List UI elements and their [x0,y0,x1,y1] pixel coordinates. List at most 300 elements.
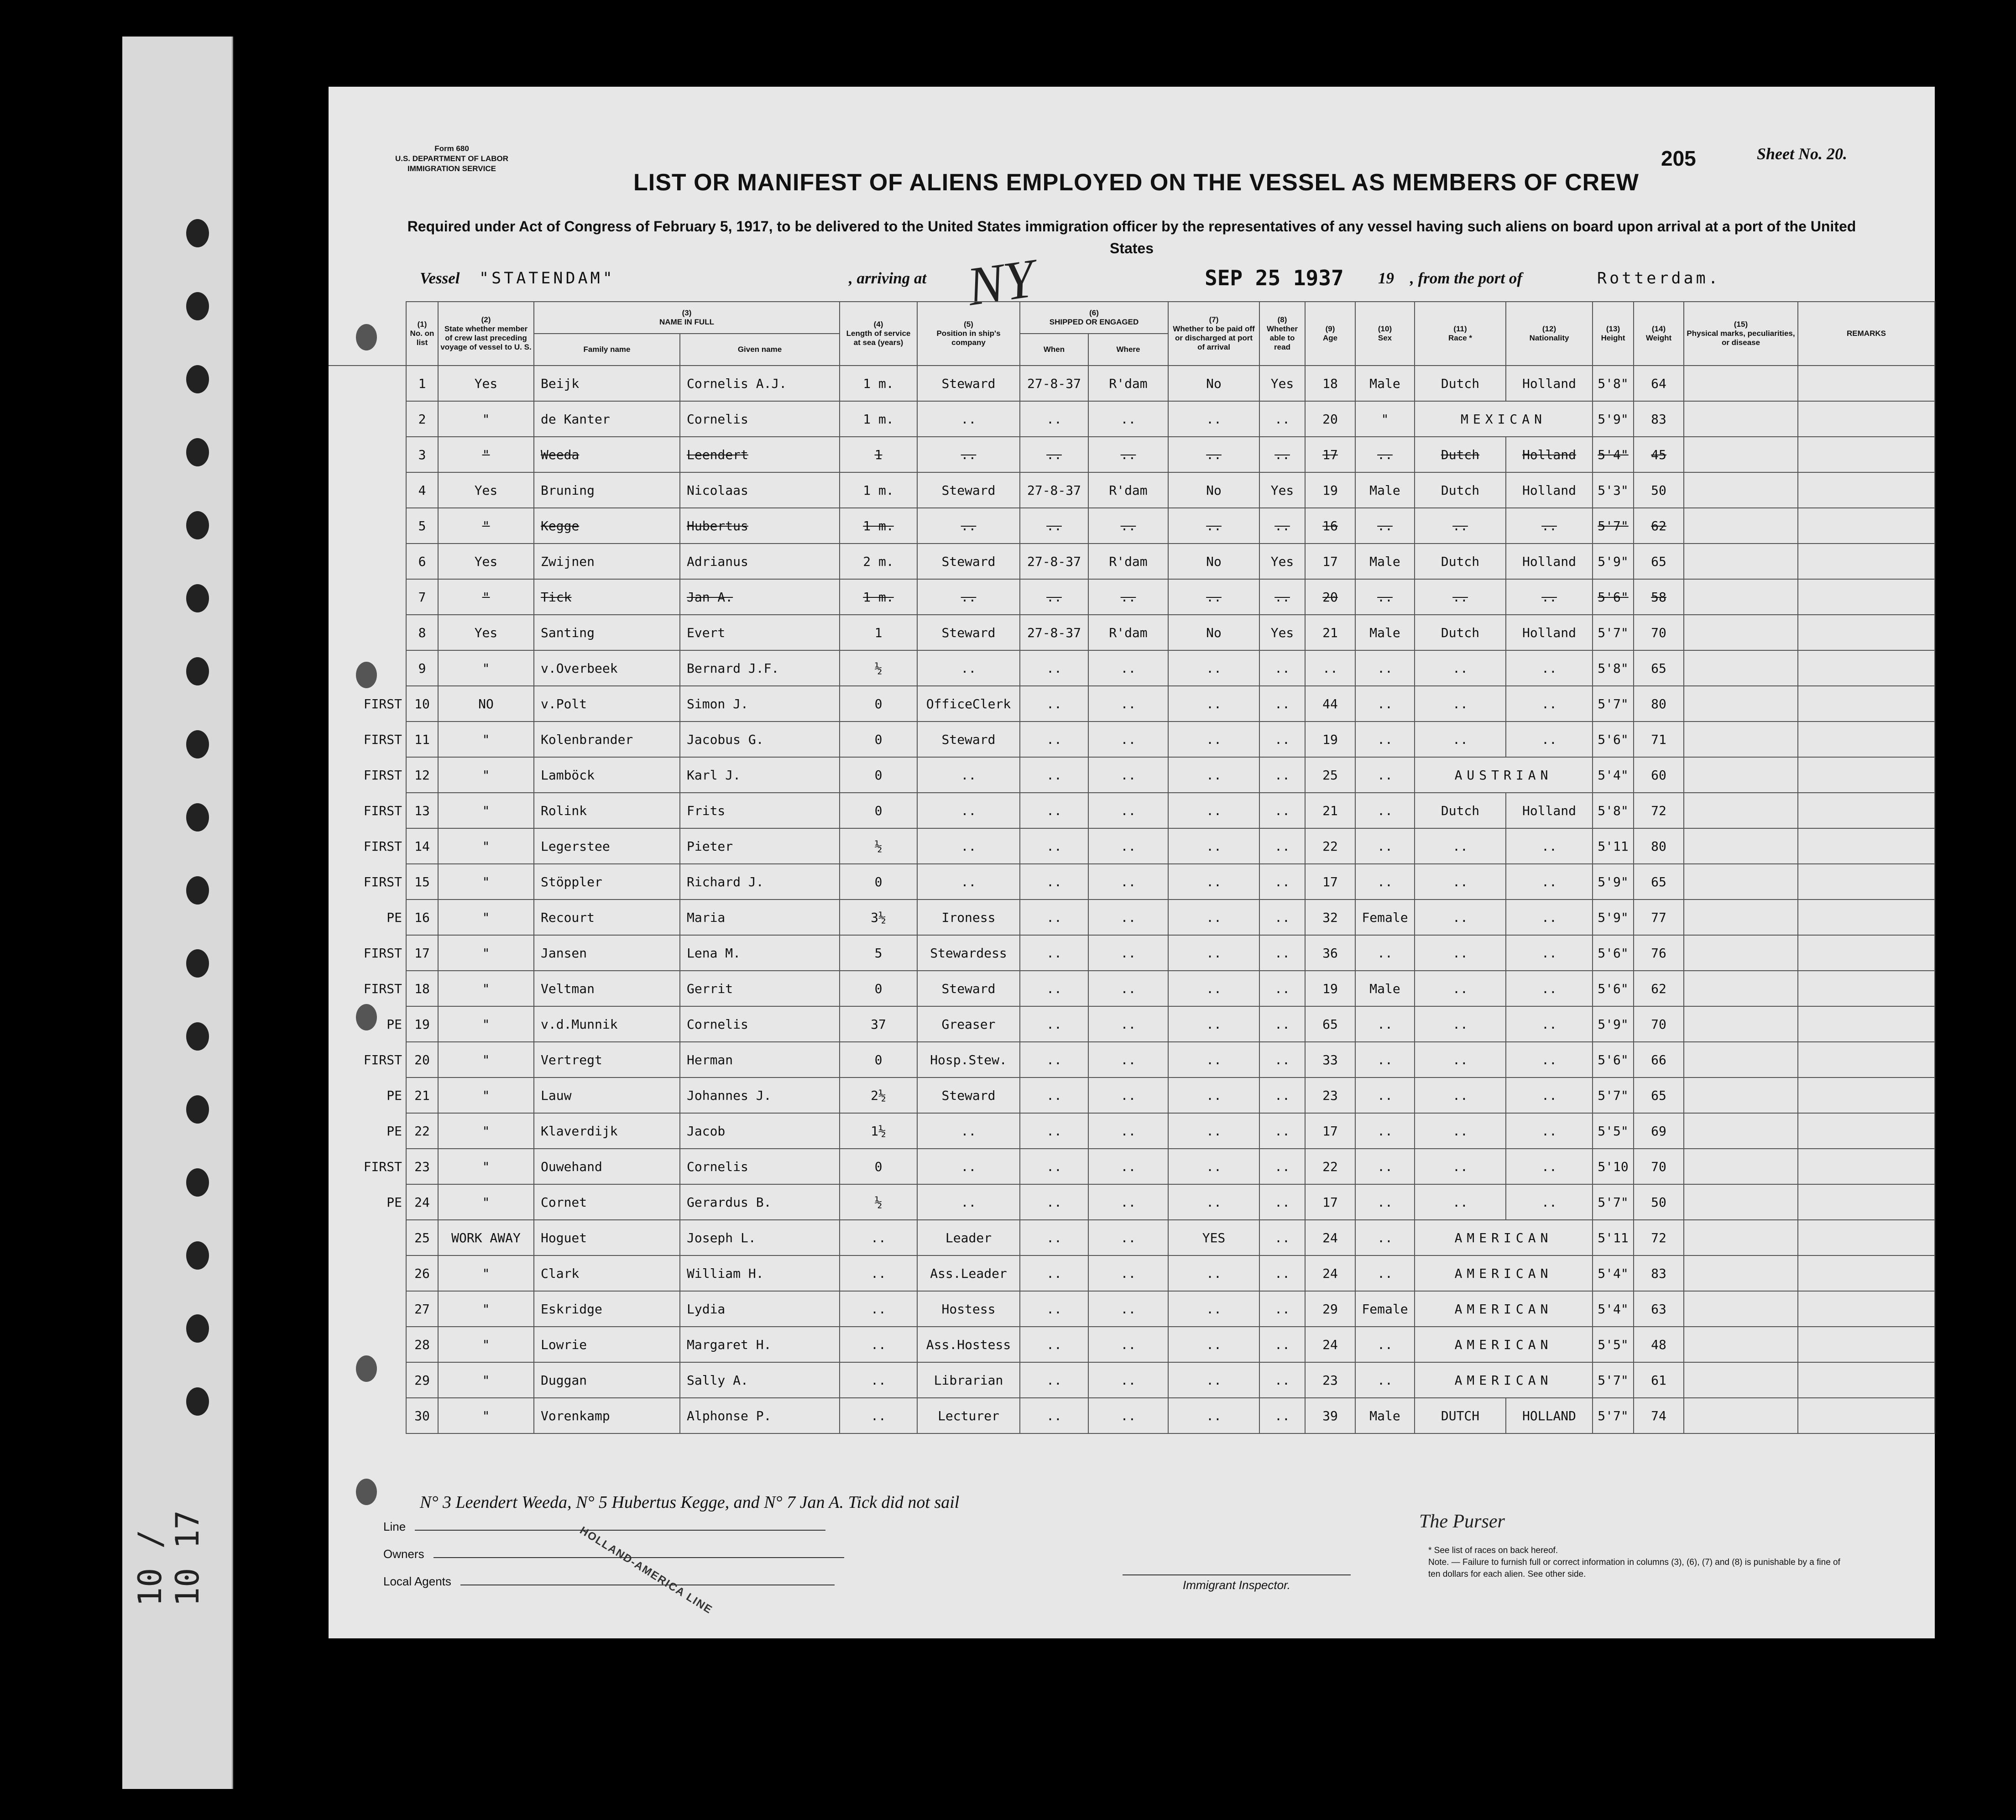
list-number-cell: 11 [406,722,438,757]
physical-marks-cell [1684,971,1798,1006]
remarks-cell [1798,864,1935,900]
service-name: IMMIGRATION SERVICE [407,164,496,173]
age-cell: 17 [1305,544,1355,579]
age-cell: 22 [1305,1149,1355,1184]
nationality-cell: .. [1506,650,1593,686]
crew-class-cell [329,401,406,437]
height-cell: 5'9" [1593,1006,1634,1042]
paid-off-cell: .. [1168,1184,1259,1220]
nationality-cell: Holland [1506,472,1593,508]
sea-service-cell: 0 [840,971,917,1006]
nationality-cell: .. [1506,971,1593,1006]
shipped-where-cell: .. [1088,1149,1168,1184]
remarks-cell [1798,1149,1935,1184]
table-row [329,722,1935,757]
given-name-cell: Joseph L. [680,1220,840,1255]
shipped-when-cell: .. [1020,1149,1088,1184]
paid-off-cell: .. [1168,935,1259,971]
table-row [329,1362,1935,1398]
weight-cell: 63 [1634,1291,1684,1327]
weight-cell: 72 [1634,793,1684,828]
position-cell: Steward [917,544,1020,579]
weight-cell: 83 [1634,1255,1684,1291]
given-name-cell: Cornelis [680,401,840,437]
age-cell: 16 [1305,508,1355,544]
shipped-where-cell: .. [1088,828,1168,864]
shipped-when-cell: .. [1020,971,1088,1006]
shipped-where-cell: R'dam [1088,615,1168,650]
race-cell: Dutch [1415,615,1506,650]
height-cell: 5'6" [1593,722,1634,757]
list-number-cell: 14 [406,828,438,864]
paid-off-cell: .. [1168,579,1259,615]
punch-hole [186,1022,209,1051]
punch-hole [186,511,209,539]
shipped-where-cell: .. [1088,1398,1168,1433]
shipped-when-cell: .. [1020,864,1088,900]
position-cell: .. [917,1184,1020,1220]
table-row [329,1006,1935,1042]
nationality-cell: Holland [1506,366,1593,401]
weight-cell: 64 [1634,366,1684,401]
given-name-cell: Cornelis A.J. [680,366,840,401]
position-cell: OfficeClerk [917,686,1020,722]
footer-notes [1428,1545,1848,1580]
crew-class-cell: PE [329,1006,406,1042]
sea-service-cell: 2½ [840,1077,917,1113]
col-name-header: (3) NAME IN FULL [534,302,840,334]
remarks-cell [1798,1362,1935,1398]
sex-cell: .. [1355,1184,1415,1220]
table-row [329,472,1935,508]
able-to-read-cell: Yes [1259,615,1305,650]
list-number-cell: 22 [406,1113,438,1149]
shipped-where-cell: .. [1088,1042,1168,1077]
race-cell: .. [1415,1077,1506,1113]
shipped-when-cell: .. [1020,1184,1088,1220]
list-number-cell: 5 [406,508,438,544]
crew-class-cell [329,1291,406,1327]
paid-off-cell: .. [1168,1077,1259,1113]
race-cell: .. [1415,650,1506,686]
physical-marks-cell [1684,1255,1798,1291]
paid-off-cell: .. [1168,650,1259,686]
sex-cell: .. [1355,757,1415,793]
sea-service-cell: 1 m. [840,508,917,544]
given-name-cell: Jacobus G. [680,722,840,757]
previous-voyage-cell: Yes [438,544,534,579]
list-number-cell: 19 [406,1006,438,1042]
height-cell: 5'6" [1593,1042,1634,1077]
previous-voyage-cell: " [438,508,534,544]
race-cell: .. [1415,1184,1506,1220]
able-to-read-cell: .. [1259,401,1305,437]
paid-off-cell: .. [1168,437,1259,472]
crew-class-cell [329,615,406,650]
family-name-cell: Cornet [534,1184,680,1220]
shipped-where-cell: .. [1088,1184,1168,1220]
list-number-cell: 2 [406,401,438,437]
race-cell: .. [1415,1149,1506,1184]
given-name-cell: Johannes J. [680,1077,840,1113]
form-number: Form 680 [434,144,469,153]
position-cell: .. [917,401,1020,437]
col-when-header: When [1020,334,1088,366]
paid-off-cell: .. [1168,401,1259,437]
age-cell: .. [1305,650,1355,686]
shipped-when-cell: 27-8-37 [1020,615,1088,650]
crew-class-cell: PE [329,1077,406,1113]
sex-cell: Male [1355,1398,1415,1433]
remarks-cell [1798,437,1935,472]
position-cell: Librarian [917,1362,1020,1398]
list-number-cell: 28 [406,1327,438,1362]
nationality-cell: .. [1506,722,1593,757]
col-physical-marks-header: (15) Physical marks, peculiarities, or disease [1684,302,1798,366]
previous-voyage-cell: " [438,1291,534,1327]
remarks-cell [1798,793,1935,828]
family-name-cell: Jansen [534,935,680,971]
arriving-label: , arriving at [849,269,927,287]
table-row [329,508,1935,544]
height-cell: 5'7" [1593,615,1634,650]
list-number-cell: 17 [406,935,438,971]
crew-class-cell: FIRST [329,793,406,828]
family-name-cell: Lauw [534,1077,680,1113]
physical-marks-cell [1684,828,1798,864]
height-cell: 5'4" [1593,437,1634,472]
department-name: U.S. DEPARTMENT OF LABOR [395,154,509,163]
nationality-cell: .. [1506,1149,1593,1184]
shipped-where-cell: .. [1088,1113,1168,1149]
crew-class-cell [329,508,406,544]
list-number-cell: 23 [406,1149,438,1184]
sex-cell: .. [1355,1042,1415,1077]
class-column-header [329,302,406,366]
sex-cell: .. [1355,508,1415,544]
age-cell: 24 [1305,1220,1355,1255]
given-name-cell: Gerrit [680,971,840,1006]
weight-cell: 83 [1634,401,1684,437]
age-cell: 17 [1305,1184,1355,1220]
sex-cell: .. [1355,1006,1415,1042]
race-cell: .. [1415,722,1506,757]
race-cell: AMERICAN [1415,1362,1593,1398]
able-to-read-cell: .. [1259,1220,1305,1255]
shipped-when-cell: .. [1020,1362,1088,1398]
race-cell: .. [1415,1006,1506,1042]
sea-service-cell: 0 [840,722,917,757]
list-number-cell: 4 [406,472,438,508]
shipped-when-cell: .. [1020,579,1088,615]
weight-cell: 62 [1634,971,1684,1006]
table-row [329,1077,1935,1113]
nationality-cell: .. [1506,579,1593,615]
paid-off-cell: .. [1168,864,1259,900]
height-cell: 5'11 [1593,1220,1634,1255]
paid-off-cell: .. [1168,1042,1259,1077]
punch-hole [186,876,209,905]
penalty-note: Note. — Failure to furnish full or correct information in columns (3), (6), (7) and (8) is punishable by a fine of ten dollars for each alien. See other side. [1428,1558,1840,1579]
col-paid-off-header: (7) Whether to be paid off or discharged at port of arrival [1168,302,1259,366]
shipped-when-cell: .. [1020,1042,1088,1077]
weight-cell: 74 [1634,1398,1684,1433]
crew-class-cell [329,1220,406,1255]
height-cell: 5'9" [1593,864,1634,900]
table-row [329,864,1935,900]
height-cell: 5'7" [1593,1077,1634,1113]
paid-off-cell: .. [1168,508,1259,544]
shipped-where-cell: .. [1088,1220,1168,1255]
age-cell: 25 [1305,757,1355,793]
list-number-cell: 26 [406,1255,438,1291]
shipped-when-cell: .. [1020,935,1088,971]
race-list-note: * See list of races on back hereof. [1428,1546,1558,1555]
position-cell: Stewardess [917,935,1020,971]
sex-cell: .. [1355,864,1415,900]
given-name-cell: Jan A. [680,579,840,615]
weight-cell: 77 [1634,900,1684,935]
previous-voyage-cell: " [438,401,534,437]
nationality-cell: .. [1506,1184,1593,1220]
race-cell: DUTCH [1415,1398,1506,1433]
given-name-cell: Nicolaas [680,472,840,508]
list-number-cell: 3 [406,437,438,472]
remarks-cell [1798,1255,1935,1291]
family-name-cell: Klaverdijk [534,1113,680,1149]
position-cell: .. [917,437,1020,472]
family-name-cell: Vorenkamp [534,1398,680,1433]
physical-marks-cell [1684,437,1798,472]
weight-cell: 61 [1634,1362,1684,1398]
punch-hole [186,949,209,978]
handwritten-note: N° 3 Leendert Weeda, N° 5 Hubertus Kegge, and N° 7 Jan A. Tick did not sail [420,1493,960,1512]
height-cell: 5'7" [1593,1184,1634,1220]
height-cell: 5'5" [1593,1327,1634,1362]
sea-service-cell: 1 m. [840,579,917,615]
weight-cell: 48 [1634,1327,1684,1362]
table-row [329,793,1935,828]
given-name-cell: Alphonse P. [680,1398,840,1433]
able-to-read-cell: .. [1259,1113,1305,1149]
able-to-read-cell: Yes [1259,366,1305,401]
paid-off-cell: .. [1168,971,1259,1006]
shipped-when-cell: .. [1020,1006,1088,1042]
shipped-where-cell: R'dam [1088,544,1168,579]
sheet-number [1757,144,1847,163]
family-name-cell: de Kanter [534,401,680,437]
able-to-read-cell: .. [1259,1255,1305,1291]
able-to-read-cell: .. [1259,508,1305,544]
given-name-cell: Hubertus [680,508,840,544]
col-age-header: (9) Age [1305,302,1355,366]
height-cell: 5'9" [1593,401,1634,437]
given-name-cell: Pieter [680,828,840,864]
punch-hole [186,730,209,758]
given-name-cell: Herman [680,1042,840,1077]
height-cell: 5'4" [1593,757,1634,793]
punch-hole [186,1387,209,1416]
given-name-cell: Leendert [680,437,840,472]
sea-service-cell: ½ [840,650,917,686]
previous-voyage-cell: " [438,722,534,757]
remarks-cell [1798,1077,1935,1113]
nationality-cell: .. [1506,1042,1593,1077]
nationality-cell: .. [1506,1006,1593,1042]
sex-cell: .. [1355,1149,1415,1184]
crew-class-cell [329,1327,406,1362]
sheet-label: Sheet No. [1757,145,1823,163]
crew-class-cell: FIRST [329,864,406,900]
given-name-cell: Frits [680,793,840,828]
remarks-cell [1798,722,1935,757]
age-cell: 32 [1305,900,1355,935]
shipped-when-cell: .. [1020,401,1088,437]
shipped-where-cell: R'dam [1088,366,1168,401]
able-to-read-cell: .. [1259,793,1305,828]
position-cell: Steward [917,472,1020,508]
col-weight-header: (14) Weight [1634,302,1684,366]
sex-cell: .. [1355,1327,1415,1362]
able-to-read-cell: .. [1259,1398,1305,1433]
shipped-where-cell: .. [1088,900,1168,935]
remarks-cell [1798,615,1935,650]
sex-cell: .. [1355,793,1415,828]
previous-voyage-cell: " [438,793,534,828]
shipped-where-cell: .. [1088,650,1168,686]
physical-marks-cell [1684,864,1798,900]
weight-cell: 66 [1634,1042,1684,1077]
able-to-read-cell: Yes [1259,472,1305,508]
sex-cell: .. [1355,686,1415,722]
crew-class-cell: FIRST [329,686,406,722]
sex-cell: Male [1355,971,1415,1006]
shipped-where-cell: R'dam [1088,472,1168,508]
shipped-when-cell: .. [1020,650,1088,686]
table-row [329,971,1935,1006]
crew-class-cell [329,1362,406,1398]
sex-cell: .. [1355,1113,1415,1149]
shipped-when-cell: .. [1020,722,1088,757]
paid-off-cell: .. [1168,828,1259,864]
able-to-read-cell: Yes [1259,544,1305,579]
table-row [329,1220,1935,1255]
remarks-cell [1798,757,1935,793]
previous-voyage-cell: " [438,1006,534,1042]
arrival-date-stamp: SEP 25 1937 [1205,266,1344,290]
height-cell: 5'6" [1593,579,1634,615]
race-cell: Dutch [1415,366,1506,401]
sea-service-cell: 1 m. [840,472,917,508]
remarks-cell [1798,544,1935,579]
age-cell: 21 [1305,793,1355,828]
sex-cell: .. [1355,828,1415,864]
sea-service-cell: .. [840,1327,917,1362]
sea-service-cell: 1 m. [840,401,917,437]
family-name-cell: v.Overbeek [534,650,680,686]
physical-marks-cell [1684,615,1798,650]
sex-cell: .. [1355,722,1415,757]
paid-off-cell: .. [1168,1291,1259,1327]
given-name-cell: Sally A. [680,1362,840,1398]
race-cell: .. [1415,686,1506,722]
paid-off-cell: .. [1168,900,1259,935]
physical-marks-cell [1684,757,1798,793]
table-row [329,401,1935,437]
age-cell: 23 [1305,1077,1355,1113]
sea-service-cell: 1 [840,437,917,472]
position-cell: .. [917,864,1020,900]
sex-cell: .. [1355,437,1415,472]
able-to-read-cell: .. [1259,935,1305,971]
shipped-when-cell: .. [1020,1291,1088,1327]
sea-service-cell: 0 [840,686,917,722]
family-name-cell: Beijk [534,366,680,401]
shipped-where-cell: .. [1088,686,1168,722]
height-cell: 5'7" [1593,508,1634,544]
punch-hole [186,1095,209,1124]
punch-hole [186,438,209,466]
previous-voyage-cell: " [438,1077,534,1113]
paid-off-cell: .. [1168,1006,1259,1042]
race-cell: AUSTRIAN [1415,757,1593,793]
remarks-cell [1798,579,1935,615]
physical-marks-cell [1684,935,1798,971]
shipped-where-cell: .. [1088,401,1168,437]
age-cell: 21 [1305,615,1355,650]
height-cell: 5'7" [1593,1398,1634,1433]
remarks-cell [1798,828,1935,864]
sex-cell: .. [1355,650,1415,686]
age-cell: 44 [1305,686,1355,722]
crew-class-cell: FIRST [329,1149,406,1184]
table-row [329,544,1935,579]
previous-voyage-cell: " [438,1184,534,1220]
list-number-cell: 27 [406,1291,438,1327]
race-cell: .. [1415,579,1506,615]
family-name-cell: Vertregt [534,1042,680,1077]
col-given-name-header: Given name [680,334,840,366]
height-cell: 5'4" [1593,1291,1634,1327]
position-cell: .. [917,757,1020,793]
col-prev-voyage-header: (2) State whether member of crew last preceding voyage of vessel to U. S. [438,302,534,366]
punch-hole [186,1241,209,1270]
paid-off-cell: .. [1168,757,1259,793]
age-cell: 19 [1305,971,1355,1006]
list-number-cell: 25 [406,1220,438,1255]
age-cell: 17 [1305,437,1355,472]
given-name-cell: Adrianus [680,544,840,579]
given-name-cell: Gerardus B. [680,1184,840,1220]
race-cell: .. [1415,935,1506,971]
weight-cell: 70 [1634,615,1684,650]
shipped-when-cell: .. [1020,1327,1088,1362]
sex-cell: Male [1355,615,1415,650]
position-cell: .. [917,1149,1020,1184]
weight-cell: 45 [1634,437,1684,472]
age-cell: 20 [1305,579,1355,615]
col-position-header: (5) Position in ship's company [917,302,1020,366]
height-cell: 5'7" [1593,686,1634,722]
manifest-sheet [329,87,1935,1638]
sex-cell: .. [1355,1077,1415,1113]
race-cell: MEXICAN [1415,401,1593,437]
vessel-label: Vessel [420,269,460,287]
punch-hole [186,803,209,832]
previous-voyage-cell: " [438,1042,534,1077]
physical-marks-cell [1684,650,1798,686]
physical-marks-cell [1684,472,1798,508]
